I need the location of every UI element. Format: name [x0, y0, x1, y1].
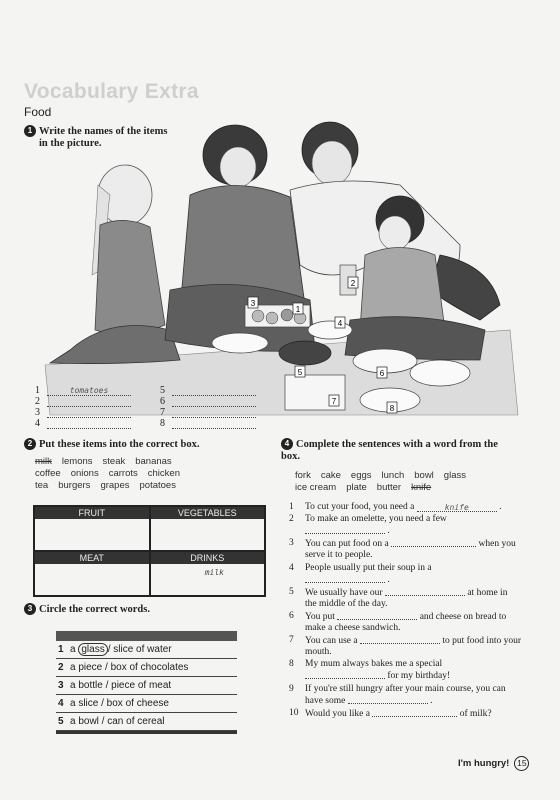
- circle-item-text: a bowl / can of cereal: [70, 716, 165, 727]
- sentence-text: at home in the middle of the day.: [305, 587, 508, 609]
- word-bank-item: coffee: [35, 468, 61, 479]
- sentence-text: We usually have our: [305, 587, 383, 598]
- girl-figure: [50, 165, 180, 364]
- fruit-box[interactable]: [34, 506, 150, 551]
- answer-blank[interactable]: tomatoes: [47, 386, 131, 396]
- meat-header: MEAT: [35, 552, 149, 564]
- circle-item-text: a piece / box of chocolates: [70, 662, 189, 673]
- sentence-text: of milk?: [459, 708, 492, 719]
- answer-blank[interactable]: [172, 397, 256, 407]
- word-bank-row: [35, 456, 235, 468]
- sentence-blank[interactable]: [385, 587, 465, 596]
- ex1-answers-left: [35, 385, 131, 429]
- circle-item-number: 4: [58, 698, 64, 709]
- answer-blank[interactable]: [47, 397, 131, 407]
- circle-item-number: 1: [58, 644, 64, 655]
- picture-label-2: 2: [350, 279, 356, 288]
- page-footer: [458, 756, 529, 771]
- word-bank-item: carrots: [108, 468, 138, 479]
- ex4-sentences: [289, 502, 521, 721]
- word-bank-item: grapes: [100, 480, 130, 491]
- sentence-text: .: [430, 695, 433, 706]
- sentence-number: 7: [289, 635, 294, 646]
- drinks-header: DRINKS: [151, 552, 265, 564]
- circle-item-number: 2: [58, 662, 64, 673]
- sentence-text: Would you like a: [305, 708, 370, 719]
- picnic-illustration: [40, 115, 520, 420]
- sentence-text: My mum always bakes me a special: [305, 659, 443, 670]
- page-subtitle: Food: [24, 105, 52, 119]
- answer-row: [35, 396, 131, 407]
- picture-label-8: 8: [389, 404, 395, 413]
- page-number: 15: [514, 756, 529, 771]
- answer-number: 5: [160, 385, 165, 396]
- circle-item[interactable]: [56, 695, 237, 713]
- ex2-word-bank: [35, 456, 235, 492]
- ex1-instruction-line2: in the picture.: [39, 138, 102, 149]
- answer-row: [160, 396, 256, 407]
- vegetables-box[interactable]: [150, 506, 266, 551]
- sentence-text: If you're still hungry after your main course, you can have some: [305, 683, 506, 706]
- sentence-text: and cheese on bread to make a cheese sandwich.: [305, 611, 507, 633]
- answer-row: [160, 385, 256, 396]
- answer-row: [160, 407, 256, 418]
- circle-item[interactable]: [56, 677, 237, 695]
- sentence-row: [289, 538, 521, 561]
- word-bank-item: fork: [295, 470, 311, 481]
- answer-blank[interactable]: [172, 419, 256, 429]
- circle-item[interactable]: [56, 659, 237, 677]
- sentence-text: .: [387, 526, 390, 537]
- answer-number: 2: [35, 396, 40, 407]
- sentence-text: People usually put their soup in a: [305, 562, 432, 573]
- ex2-number: 2: [24, 438, 36, 450]
- sentence-blank[interactable]: [305, 525, 385, 534]
- sentence-number: 6: [289, 610, 294, 621]
- word-bank-item: glass: [443, 470, 466, 481]
- answer-number: 7: [160, 407, 165, 418]
- word-bank-item: steak: [102, 456, 126, 467]
- picture-label-5: 5: [297, 368, 303, 377]
- sentence-number: 5: [289, 586, 294, 597]
- answer-blank[interactable]: [172, 408, 256, 418]
- answer-blank[interactable]: [47, 408, 131, 418]
- word-bank-item: lemons: [61, 456, 93, 467]
- sentence-text: to put food into your mouth.: [305, 636, 521, 658]
- circle-item-text: / slice of water: [107, 644, 172, 655]
- answer-blank[interactable]: [47, 419, 131, 429]
- picnic-illustration-svg: [40, 115, 520, 420]
- ex4-instruction-line2: box.: [281, 451, 300, 462]
- sentence-row: [289, 563, 521, 586]
- sentence-row: [289, 514, 521, 537]
- sentence-number: 4: [289, 562, 294, 573]
- sentence-blank[interactable]: [348, 695, 428, 704]
- answer-row: [35, 407, 131, 418]
- circle-box-bottom-bar: [56, 731, 237, 734]
- ex2-instruction: [24, 438, 199, 451]
- sentence-text: You can use a: [305, 636, 358, 647]
- circled-word: glass: [78, 643, 107, 656]
- sentence-row: [289, 708, 521, 720]
- sentence-number: 9: [289, 683, 294, 694]
- circle-item-text: a: [70, 644, 79, 655]
- answer-number: 6: [160, 396, 165, 407]
- picture-label-7: 7: [331, 397, 337, 406]
- sentence-number: 3: [289, 538, 294, 549]
- circle-words-box: [56, 631, 237, 734]
- answer-row: [35, 418, 131, 429]
- ex4-instruction: [281, 438, 521, 463]
- word-bank-row: [295, 470, 520, 482]
- sentence-number: 2: [289, 514, 294, 525]
- sentence-blank[interactable]: [391, 538, 476, 547]
- word-bank-item: milk: [35, 456, 52, 467]
- word-bank-item: cake: [320, 470, 341, 481]
- sentence-text: You can put food on a: [305, 539, 389, 550]
- word-bank-item: butter: [376, 482, 402, 493]
- fruit-header: FRUIT: [35, 507, 149, 519]
- picture-label-3: 3: [250, 299, 256, 308]
- circle-item-number: 3: [58, 680, 64, 691]
- sentence-number: 10: [289, 707, 299, 718]
- ex3-instruction-text: Circle the correct words.: [39, 604, 150, 615]
- sentence-text: To cut your food, you need a: [305, 502, 415, 512]
- circle-item-text: a slice / box of cheese: [70, 698, 169, 709]
- ex4-instruction-line1: Complete the sentences with a word from the: [296, 439, 498, 450]
- sentence-text: To make an omelette, you need a few: [305, 514, 447, 525]
- sentence-blank[interactable]: [305, 670, 385, 679]
- drinks-handwritten-answer: milk: [204, 568, 224, 577]
- word-bank-item: plate: [346, 482, 367, 493]
- word-bank-row: [295, 482, 520, 494]
- sentence-row: [289, 611, 521, 634]
- sentence-text: when you serve it to people.: [305, 539, 516, 561]
- circle-item-number: 5: [58, 716, 64, 727]
- sentence-row: [289, 684, 521, 707]
- sentence-row: [289, 659, 521, 682]
- category-grid: [33, 505, 266, 597]
- word-bank-row: [35, 480, 235, 492]
- word-bank-item: bananas: [135, 456, 172, 467]
- circle-item[interactable]: [56, 713, 237, 731]
- sentence-row: [289, 635, 521, 658]
- word-bank-item: lunch: [381, 470, 405, 481]
- sentence-number: 8: [289, 659, 294, 670]
- answer-row: [160, 418, 256, 429]
- word-bank-item: eggs: [350, 470, 372, 481]
- ex4-word-bank: [295, 470, 520, 494]
- unit-title: I'm hungry!: [458, 758, 510, 769]
- sentence-row: [289, 502, 521, 513]
- circle-box-top-bar: [56, 631, 237, 641]
- ex1-number: 1: [24, 125, 36, 137]
- answer-number: 4: [35, 418, 40, 429]
- sentence-text: You put: [305, 611, 335, 622]
- word-bank-item: ice cream: [295, 482, 337, 493]
- picture-label-6: 6: [379, 369, 385, 378]
- word-bank-item: onions: [70, 468, 99, 479]
- sentence-number: 1: [289, 502, 294, 512]
- answer-row: [35, 385, 131, 396]
- ex1-instruction-line1: Write the names of the items: [39, 126, 168, 137]
- word-bank-item: burgers: [58, 480, 91, 491]
- word-bank-item: tea: [35, 480, 49, 491]
- ex2-instruction-text: Put these items into the correct box.: [39, 439, 200, 450]
- answer-number: 3: [35, 407, 40, 418]
- sentence-text: for my birthday!: [387, 671, 451, 682]
- sentence-text: .: [499, 502, 502, 512]
- sentence-blank[interactable]: [372, 708, 457, 717]
- sentence-text: .: [387, 574, 390, 585]
- answer-number: 8: [160, 418, 165, 429]
- ex4-number: 4: [281, 438, 293, 450]
- page-title: Vocabulary Extra: [24, 80, 199, 103]
- picture-label-4: 4: [337, 319, 343, 328]
- sentence-blank[interactable]: [360, 635, 440, 644]
- ex3-number: 3: [24, 603, 36, 615]
- sentence-blank[interactable]: knife: [417, 503, 497, 512]
- word-bank-item: bowl: [414, 470, 434, 481]
- word-bank-item: knife: [411, 482, 432, 493]
- sentence-row: [289, 587, 521, 610]
- circle-item[interactable]: [56, 641, 237, 659]
- drinks-box[interactable]: [150, 551, 266, 596]
- ex3-instruction: [24, 603, 150, 616]
- vegetables-header: VEGETABLES: [151, 507, 265, 519]
- ex1-answers-right: [160, 385, 256, 429]
- sentence-blank[interactable]: [337, 611, 417, 620]
- answer-number: 1: [35, 385, 40, 396]
- word-bank-item: chicken: [147, 468, 180, 479]
- meat-box[interactable]: [34, 551, 150, 596]
- answer-blank[interactable]: [172, 386, 256, 396]
- sentence-blank[interactable]: [305, 574, 385, 583]
- word-bank-row: [35, 468, 235, 480]
- circle-item-text: a bottle / piece of meat: [70, 680, 172, 691]
- word-bank-item: potatoes: [139, 480, 176, 491]
- picture-label-1: 1: [295, 305, 301, 314]
